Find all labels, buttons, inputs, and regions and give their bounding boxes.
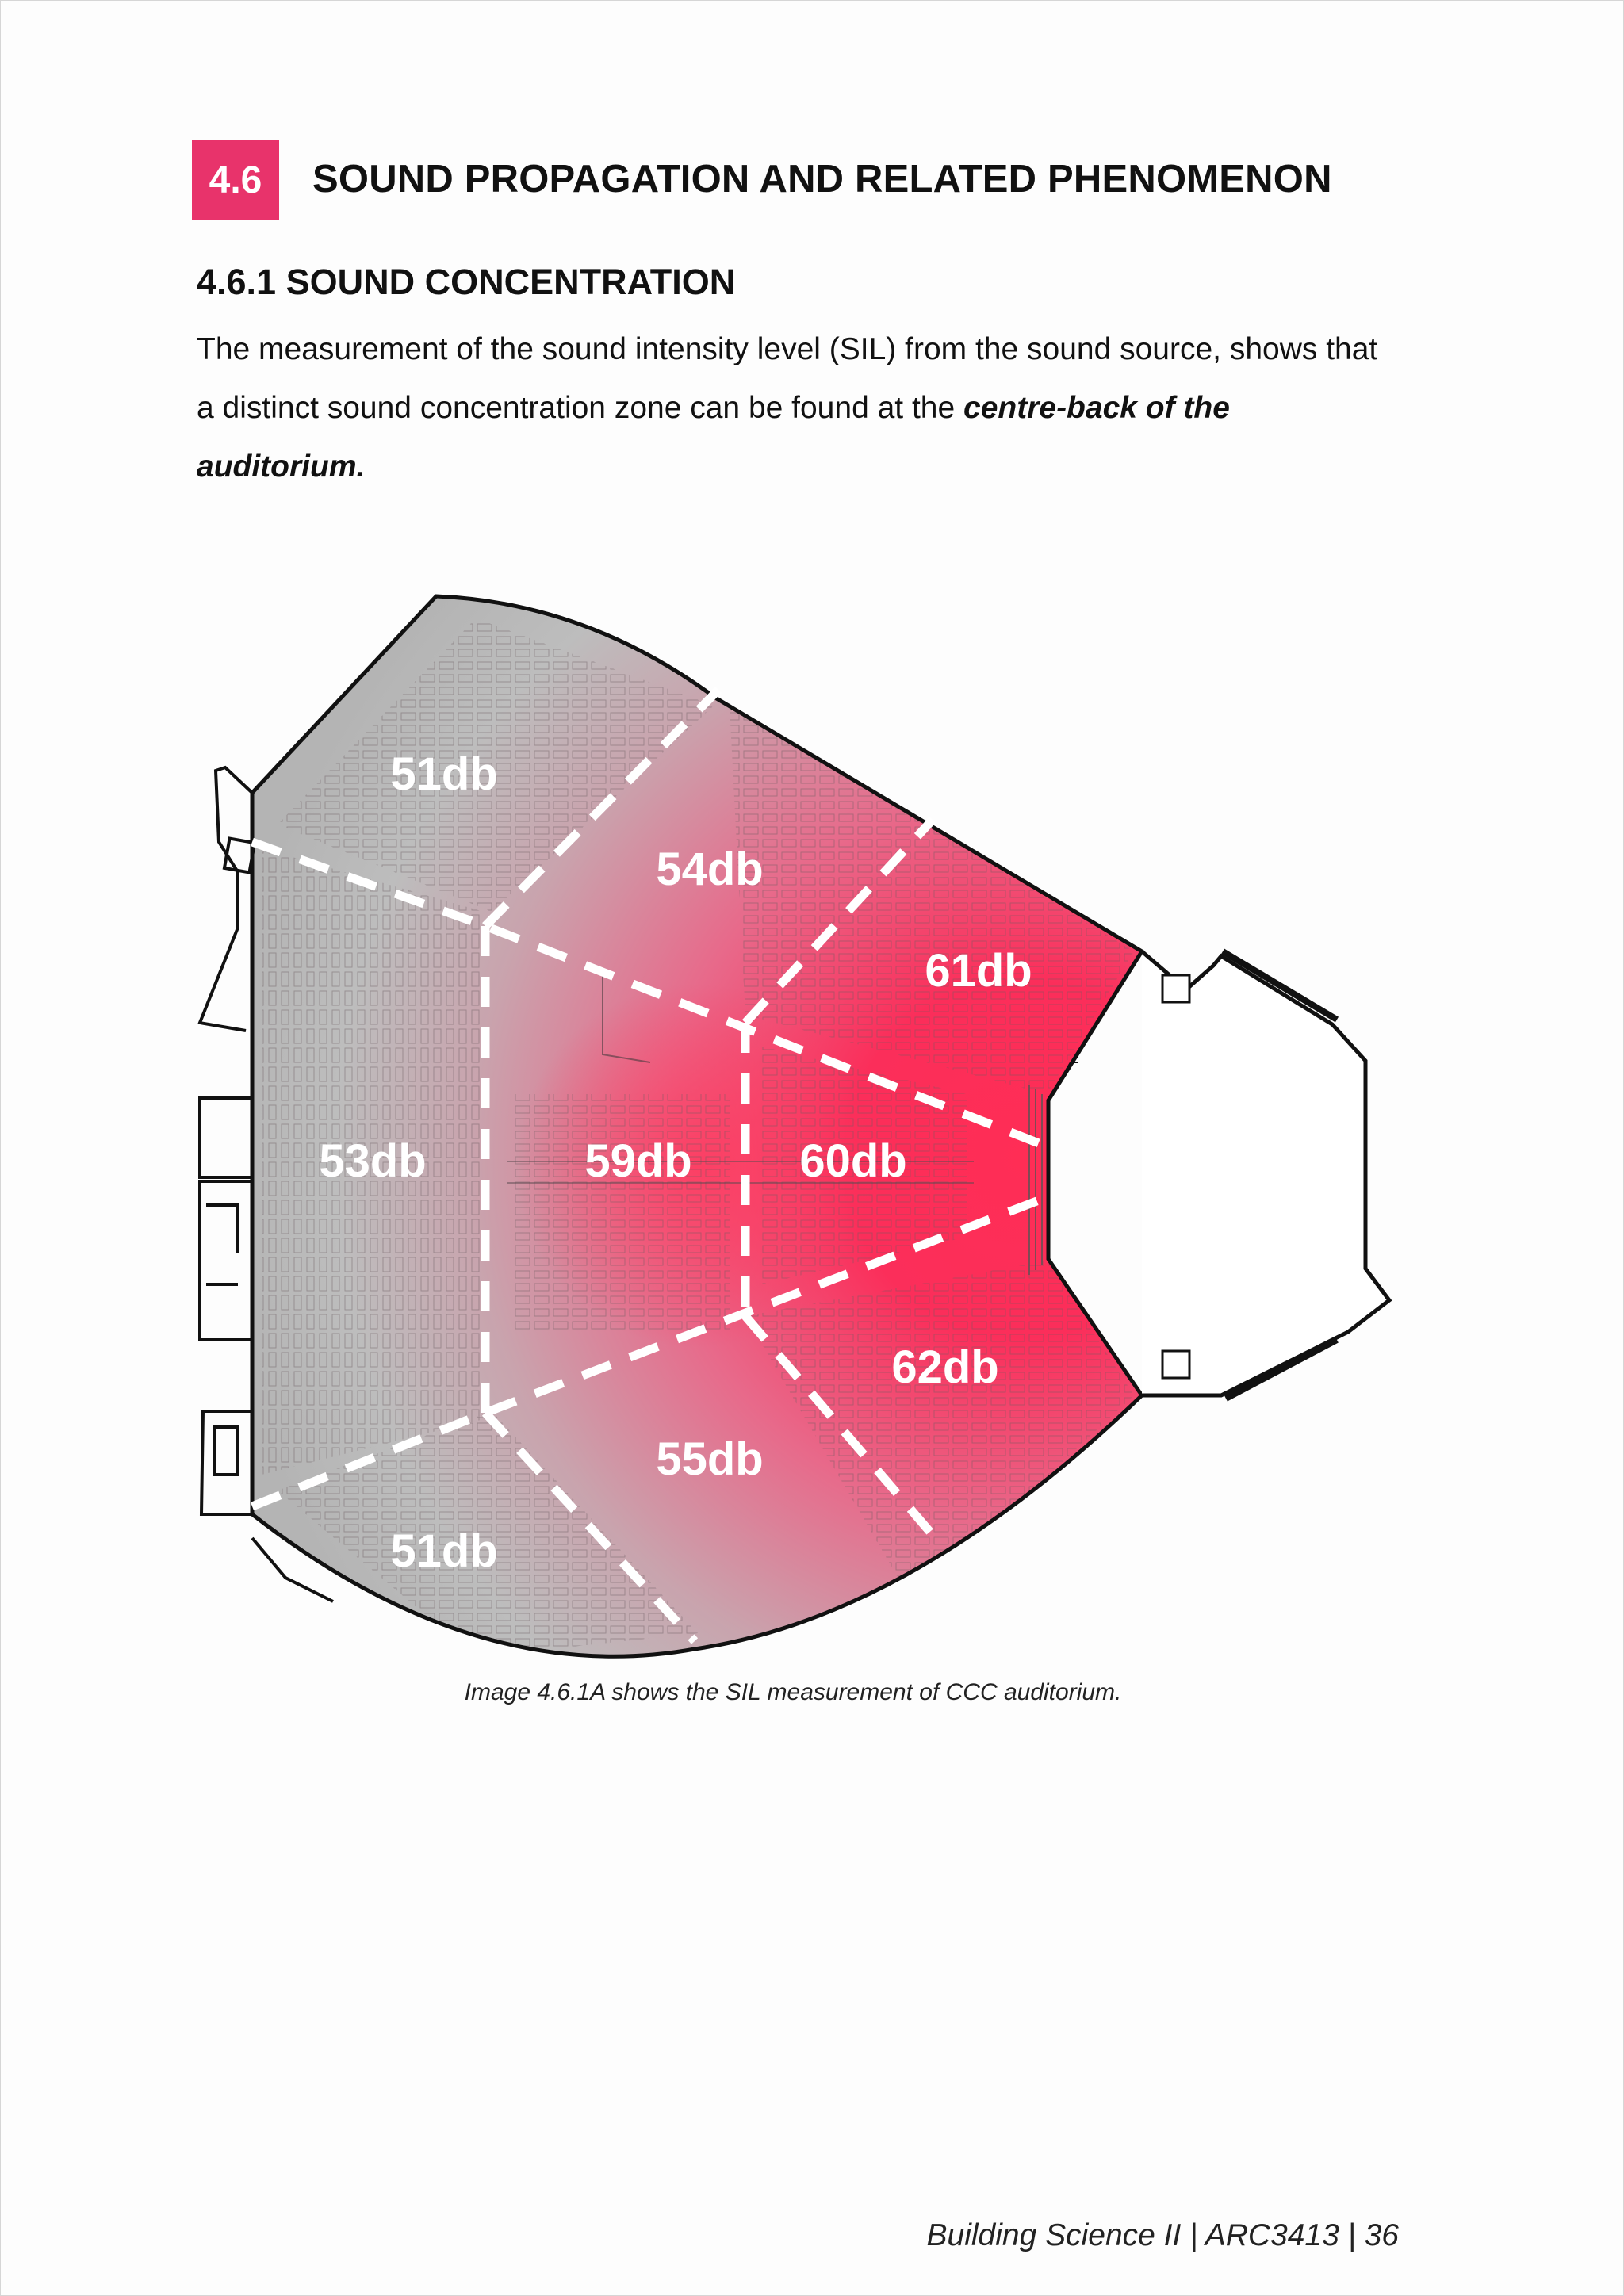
page-footer: Building Science II | ARC3413 | 36	[926, 2218, 1399, 2252]
zone-label-upper-left: 51db	[390, 748, 498, 800]
subsection-title: 4.6.1 SOUND CONCENTRATION	[197, 262, 736, 302]
zone-label-lower-middle: 55db	[656, 1433, 764, 1485]
section-number-badge: 4.6	[192, 140, 279, 220]
zone-label-upper-middle: 54db	[656, 844, 764, 895]
auditorium-sil-plan	[190, 571, 1411, 1681]
figure-caption: Image 4.6.1A shows the SIL measurement of CCC auditorium.	[464, 1679, 1122, 1705]
zone-label-center-left: 53db	[319, 1135, 427, 1187]
paragraph-text: The measurement of the sound intensity level (SIL) from the sound source, shows that a distinct sound concentration zone can be found at the	[197, 332, 1378, 425]
section-title: SOUND PROPAGATION AND RELATED PHENOMENON	[312, 158, 1332, 201]
zone-label-lower-left: 51db	[390, 1525, 498, 1577]
paragraph-emphasis: centre-back of the auditorium.	[197, 391, 1230, 484]
zone-label-upper-right: 61db	[925, 945, 1032, 997]
zone-label-center-right: 60db	[799, 1135, 907, 1187]
zone-label-lower-right: 62db	[891, 1341, 999, 1393]
zone-label-center-middle: 59db	[584, 1135, 692, 1187]
body-paragraph	[197, 320, 1402, 496]
